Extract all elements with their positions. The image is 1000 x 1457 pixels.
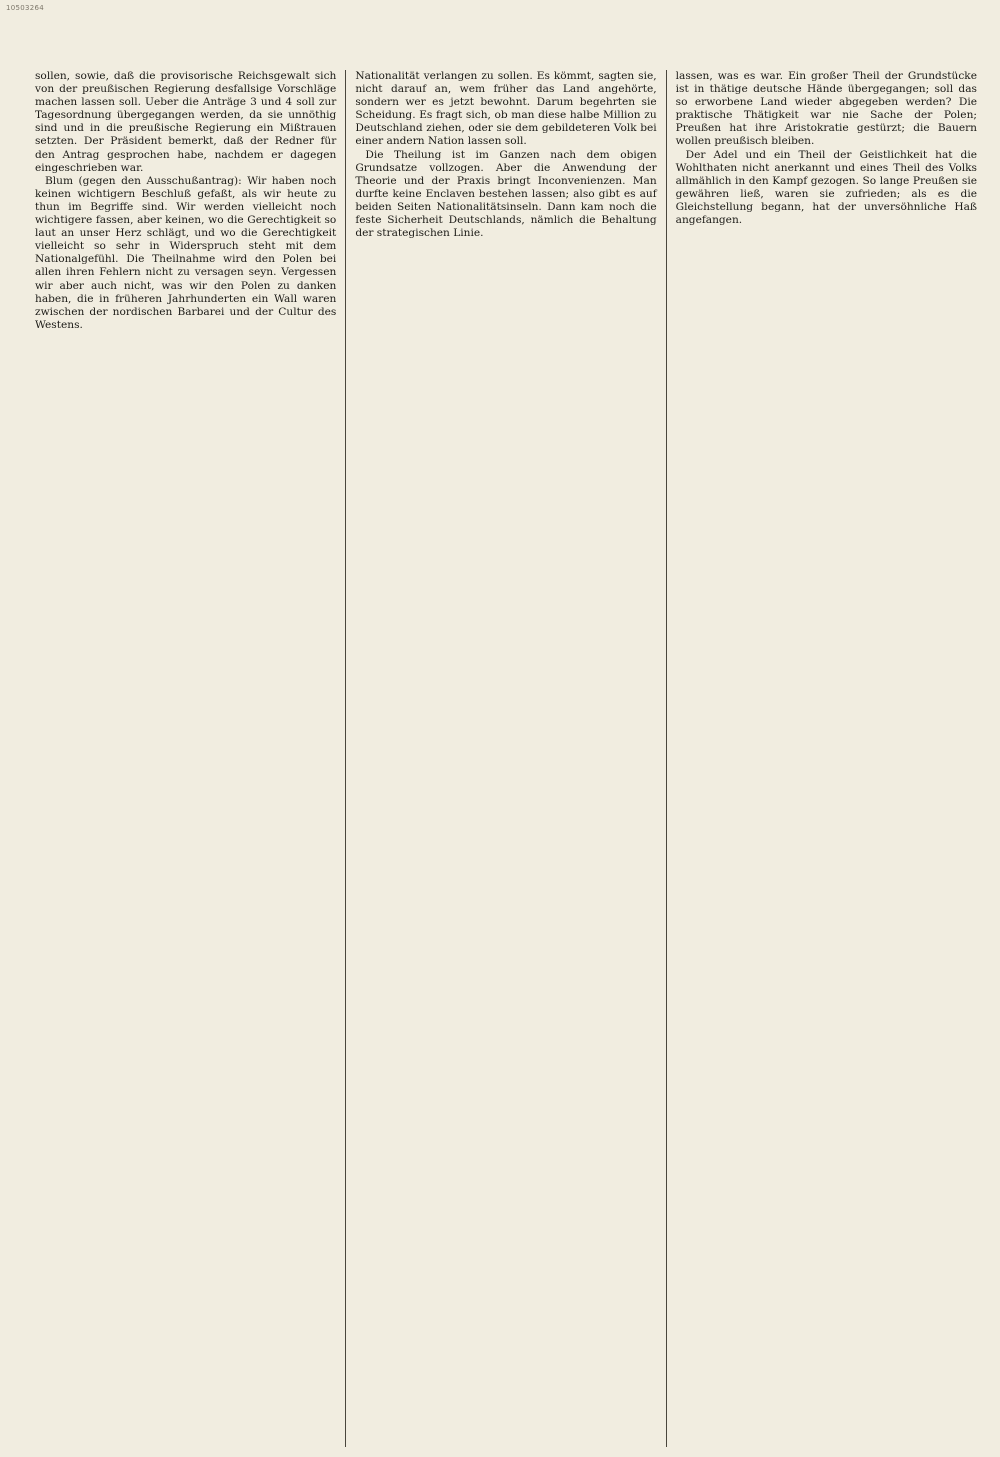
column-paragraph: lassen, was es war. Ein großer Theil der Grundstücke ist in thätige deutsche Hände übergegangen; soll das so erworbene Land wieder abgegeben werden? Die praktische Thätigkeit war nie Sache der Polen; Preußen hat ihre Aristokratie gestürzt; die Bauern wollen preußisch bleiben. bbox=[675, 70, 977, 148]
text-column-left bbox=[26, 70, 345, 1447]
text-column-middle bbox=[345, 70, 665, 1447]
column-paragraph: Der Adel und ein Theil der Geistlichkeit hat die Wohlthaten nicht anerkannt und eines Theil des Volks allmählich in den Kampf gezogen. So lange Preußen sie gewähren ließ, waren sie zufrieden; als es die Gleichstellung begann, hat der unversöhnliche Haß angefangen. bbox=[675, 148, 977, 227]
text-column-right bbox=[666, 70, 986, 1447]
newspaper-page bbox=[26, 70, 986, 1447]
column-paragraph: Nationalität verlangen zu sollen. Es kömmt, sagten sie, nicht darauf an, wem früher das Land angehörte, sondern wer es jetzt bewohnt. Darum begehrten sie Scheidung. Es fragt sich, ob man diese halbe Million zu Deutschland ziehen, oder sie dem gebildeteren Volk bei einer andern Nation lassen soll. bbox=[355, 70, 657, 148]
page-id-stamp: 10503264 bbox=[6, 4, 45, 12]
column-paragraph: sollen, sowie, daß die provisorische Reichsgewalt sich von der preußischen Regierung desfallsige Vorschläge machen lassen soll. Ueber die Anträge 3 und 4 soll zur Tagesordnung übergegangen werden, da sie unnöthig sind und in die preußische Regierung ein Mißtrauen setzten. Der Präsident bemerkt, daß der Redner für den Antrag gesprochen habe, nachdem er dagegen eingeschrieben war. bbox=[35, 70, 337, 174]
column-paragraph: Blum (gegen den Ausschußantrag): Wir haben noch keinen wichtigern Beschluß gefaßt, als wir heute zu thun im Begriffe sind. Wir werden vielleicht noch wichtigere fassen, aber keinen, wo die Gerechtigkeit so laut an unser Herz schlägt, und wo die Gerechtigkeit vielleicht so sehr in Widerspruch steht mit dem Nationalgefühl. Die Theilnahme wird den Polen bei allen ihren Fehlern nicht zu versagen seyn. Vergessen wir aber auch nicht, was wir den Polen zu danken haben, die in früheren Jahrhunderten ein Wall waren zwischen der nordischen Barbarei und der Cultur des Westens. bbox=[35, 174, 337, 331]
column-paragraph: Die Theilung ist im Ganzen nach dem obigen Grundsatze vollzogen. Aber die Anwendung der Theorie und der Praxis bringt Inconvenienzen. Man durfte keine Enclaven bestehen lassen; also gibt es auf beiden Seiten Nationalitätsinseln. Dann kam noch die feste Sicherheit Deutschlands, nämlich die Behaltung der strategischen Linie. bbox=[355, 148, 657, 240]
